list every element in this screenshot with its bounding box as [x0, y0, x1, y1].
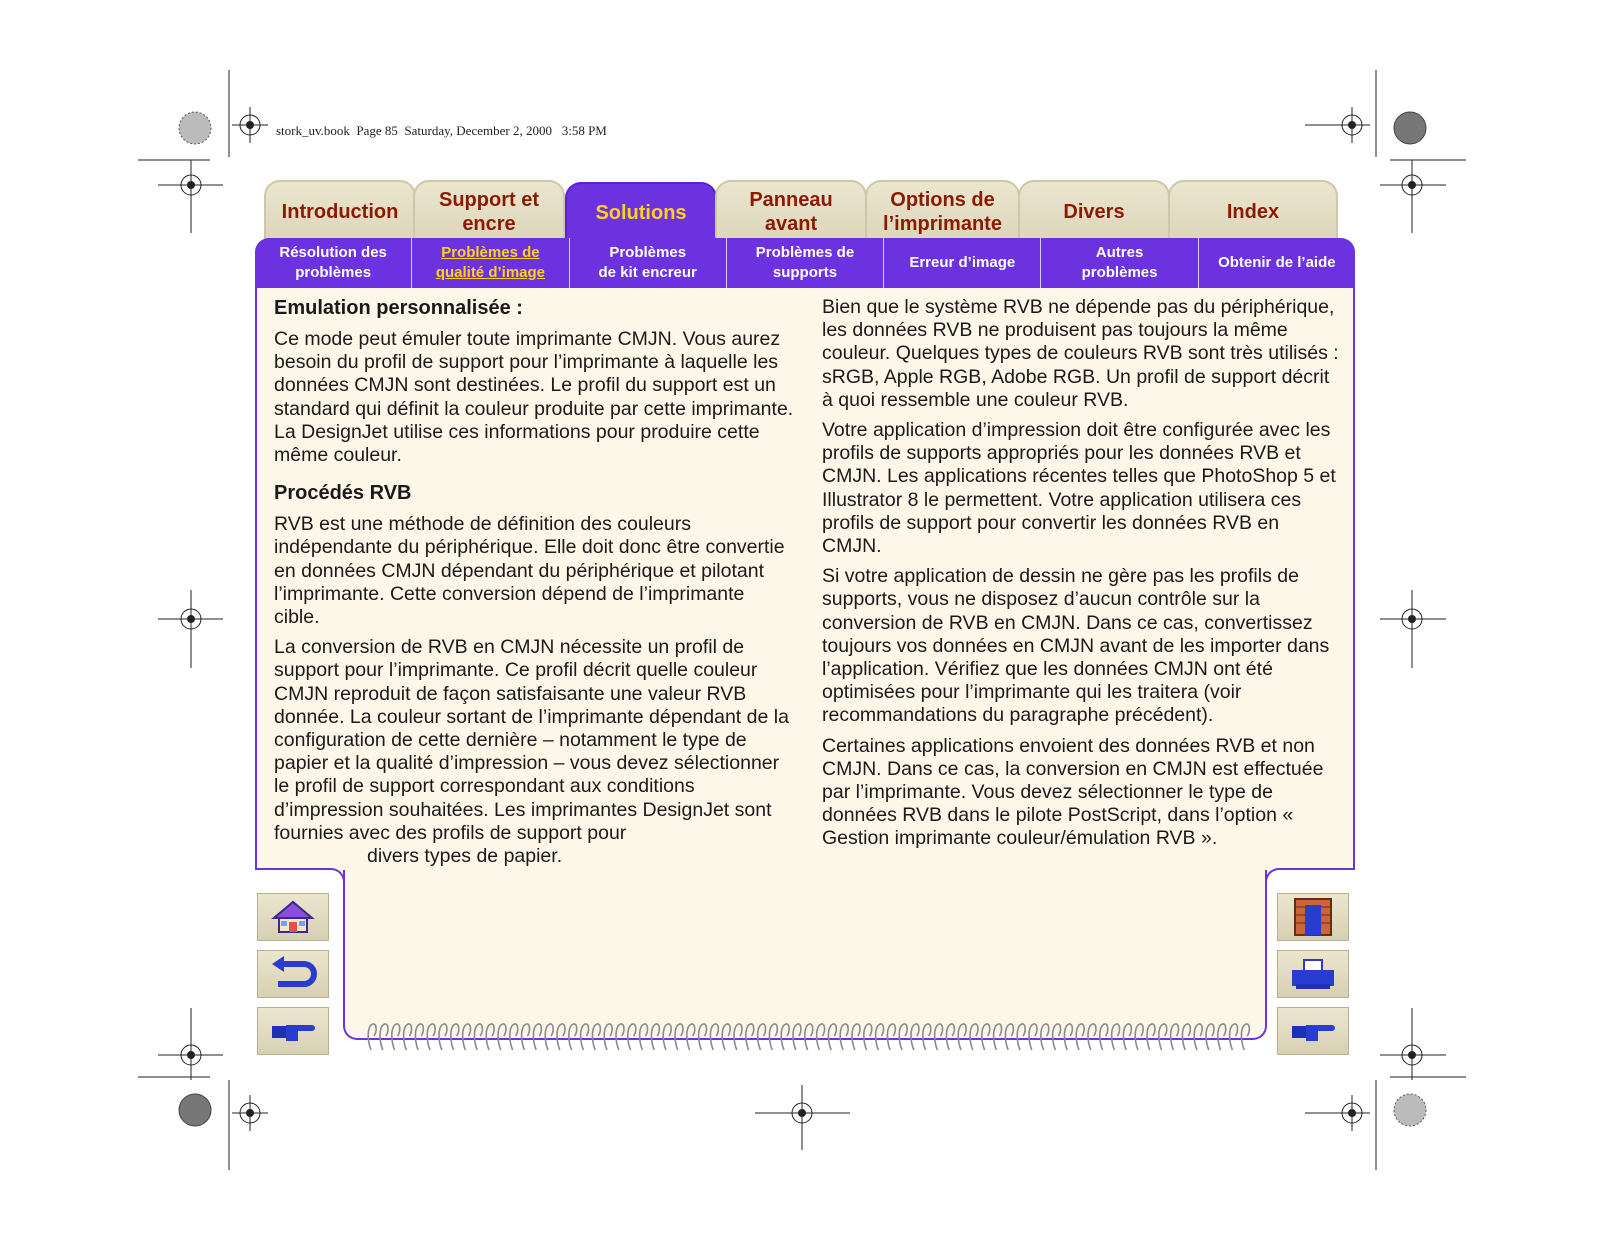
subnav-obtenir-aide[interactable]: Obtenir de l’aide	[1198, 238, 1355, 288]
spiral-loop	[1017, 1024, 1025, 1050]
spiral-loop	[852, 1024, 860, 1050]
subnav-erreur-image[interactable]: Erreur d’image	[883, 238, 1040, 288]
subnav-autres-problemes[interactable]: Autres problèmes	[1040, 238, 1197, 288]
spiral-loop	[663, 1024, 671, 1050]
spiral-loop	[1241, 1024, 1249, 1050]
pointing-hand-icon	[1288, 1013, 1338, 1049]
spiral-loop	[640, 1024, 648, 1050]
printer-icon	[1288, 956, 1338, 992]
print-button[interactable]	[1277, 950, 1349, 998]
spiral-loop	[533, 1024, 541, 1050]
spiral-loop	[840, 1024, 848, 1050]
paragraph: Ce mode peut émuler toute imprimante CMJN. Vous aurez besoin du profil de support pour l’imprimante à laquelle les données CMJN sont destinées. Le profil du support est un standard qui définit la couleur produite par cette imprimante. La DesignJet utilise ces informations pour produire cette même couleur.	[274, 328, 794, 467]
spiral-loop	[781, 1024, 789, 1050]
spiral-loop	[1053, 1024, 1061, 1050]
spiral-loop	[439, 1024, 447, 1050]
spiral-loop	[451, 1024, 459, 1050]
spiral-loop	[415, 1024, 423, 1050]
spiral-loop	[1123, 1024, 1131, 1050]
spiral-loop	[864, 1024, 872, 1050]
spiral-loop	[1088, 1024, 1096, 1050]
spiral-loop	[817, 1024, 825, 1050]
subnav-problemes-supports[interactable]: Problèmes de supports	[726, 238, 883, 288]
spiral-loop	[628, 1024, 636, 1050]
tab-divers[interactable]	[1018, 180, 1170, 242]
subnav-resolution-problemes[interactable]: Résolution des problèmes	[279, 244, 387, 281]
spiral-loop	[427, 1024, 435, 1050]
tab-label: Index	[1226, 201, 1280, 223]
spiral-loop	[368, 1024, 376, 1050]
spiral-loop	[392, 1024, 400, 1050]
tab-label: Support et encre	[439, 189, 539, 235]
next-page-button[interactable]	[257, 1007, 329, 1055]
spiral-loop	[1041, 1024, 1049, 1050]
heading-emulation: Emulation personnalisée :	[274, 297, 523, 319]
tab-label: Options de l’imprimante	[883, 189, 1002, 235]
spiral-loop	[946, 1024, 954, 1050]
spiral-loop	[758, 1024, 766, 1050]
spiral-loop	[982, 1024, 990, 1050]
spiral-loop	[592, 1024, 600, 1050]
door-icon	[1291, 897, 1335, 937]
spiral-loop	[675, 1024, 683, 1050]
subnav	[255, 238, 1355, 288]
paragraph: Certaines applications envoient des données RVB et non CMJN. Dans ce cas, la conversion en CMJN est effectuée par l’imprimante. Vous devez sélectionner le type de données RVB dans le pilote PostScript, dans l’option « Gestion imprimante couleur/émulation RVB ».	[822, 734, 1324, 850]
spiral-loop	[734, 1024, 742, 1050]
spiral-loop	[486, 1024, 494, 1050]
spiral-loop	[923, 1024, 931, 1050]
spiral-loop	[935, 1024, 943, 1050]
paragraph: Si votre application de dessin ne gère pas les profils de supports, vous ne disposez d’aucun contrôle sur la conversion de RVB en CMJN. Dans ce cas, convertissez toujours vos données en CMJN avant de les importer dans l’application. Vérifiez que les données CMJN ont été optimisées pour l’imprimante qui les traitera (voir recommandations du paragraphe précédent).	[822, 565, 1330, 727]
spiral-binding	[365, 1020, 1265, 1056]
spiral-loop	[1135, 1024, 1143, 1050]
subnav-kit-encreur[interactable]: Problèmes de kit encreur	[569, 238, 726, 288]
spiral-loop	[1064, 1024, 1072, 1050]
tab-support-et-encre[interactable]	[413, 180, 565, 242]
heading-procedes-rvb: Procédés RVB	[274, 482, 412, 505]
spiral-loop	[1182, 1024, 1190, 1050]
spiral-loop	[1100, 1024, 1108, 1050]
spiral-loop	[722, 1024, 730, 1050]
spiral-loop	[1206, 1024, 1214, 1050]
exit-button[interactable]	[1277, 893, 1349, 941]
paragraph: Votre application d’impression doit être configurée avec les profils de supports appropriés pour les données RVB et CMJN. Les applications récentes telles que PhotoShop 5 et Illustrator 8 le permettent. Votre application utilisera ces profils de support pour convertir les données RVB en CMJN.	[822, 419, 1336, 558]
spiral-loop	[1194, 1024, 1202, 1050]
print-header: stork_uv.book Page 85 Saturday, December 2, 2000 3:58 PM	[276, 123, 607, 138]
paragraph: Bien que le système RVB ne dépende pas du périphérique, les données RVB ne produisent pas toujours la même couleur. Quelques types de couleurs RVB sont très utilisés : sRGB, Apple RGB, Adobe RGB. Un profil de support décrit à quoi ressemble une couleur RVB.	[822, 296, 1339, 411]
spiral-loop	[887, 1024, 895, 1050]
spiral-loop	[474, 1024, 482, 1050]
spiral-loop	[970, 1024, 978, 1050]
spiral-loop	[1076, 1024, 1084, 1050]
next-page-button-right[interactable]	[1277, 1007, 1349, 1055]
tab-solutions[interactable]	[565, 182, 717, 242]
tab-label: Introduction	[281, 201, 399, 223]
home-button[interactable]	[257, 893, 329, 941]
tab-label: Divers	[1063, 201, 1125, 223]
spiral-loop	[545, 1024, 553, 1050]
right-column	[822, 296, 1342, 858]
spiral-loop	[1159, 1024, 1167, 1050]
content-panel-lower	[343, 870, 1267, 1040]
left-column	[274, 296, 794, 875]
tab-label: Panneau avant	[749, 189, 833, 235]
spiral-loop	[746, 1024, 754, 1050]
back-arrow-icon	[268, 956, 318, 992]
subnav-qualite-image[interactable]: Problèmes de qualité d’image	[411, 238, 568, 288]
spiral-loop	[463, 1024, 471, 1050]
spiral-loop	[710, 1024, 718, 1050]
spiral-loop	[1147, 1024, 1155, 1050]
spiral-loop	[793, 1024, 801, 1050]
spiral-loop	[1112, 1024, 1120, 1050]
spiral-loop	[994, 1024, 1002, 1050]
tab-options-imprimante[interactable]	[865, 180, 1020, 242]
home-icon	[271, 899, 315, 935]
paragraph: RVB est une méthode de définition des couleurs indépendante du périphérique. Elle doit donc être convertie en données CMJN dépendant du périphérique et pilotant l’imprimante. Cette conversion dépend de l’imprimante cible.	[274, 513, 785, 629]
spiral-loop	[958, 1024, 966, 1050]
panel-corner	[1265, 868, 1355, 884]
spiral-loop	[828, 1024, 836, 1050]
back-button[interactable]	[257, 950, 329, 998]
spiral-loop	[1171, 1024, 1179, 1050]
spiral-loop	[522, 1024, 530, 1050]
spiral-loop	[404, 1024, 412, 1050]
spiral-loop	[805, 1024, 813, 1050]
paragraph-end: divers types de papier.	[367, 845, 563, 868]
tab-index[interactable]	[1168, 180, 1338, 242]
spiral-loop	[604, 1024, 612, 1050]
spiral-loop	[498, 1024, 506, 1050]
spiral-loop	[380, 1024, 388, 1050]
spiral-loop	[876, 1024, 884, 1050]
spiral-loop	[510, 1024, 518, 1050]
spiral-loop	[687, 1024, 695, 1050]
spiral-loop	[899, 1024, 907, 1050]
tab-panneau-avant[interactable]	[715, 180, 867, 242]
tab-introduction[interactable]	[264, 180, 416, 242]
spiral-loop	[569, 1024, 577, 1050]
spiral-loop	[581, 1024, 589, 1050]
spiral-loop	[1218, 1024, 1226, 1050]
spiral-loop	[1230, 1024, 1238, 1050]
tab-label: Solutions	[595, 202, 687, 224]
spiral-loop	[699, 1024, 707, 1050]
spiral-loop	[651, 1024, 659, 1050]
spiral-loop	[911, 1024, 919, 1050]
spiral-loop	[616, 1024, 624, 1050]
pointing-hand-icon	[268, 1013, 318, 1049]
spiral-loop	[769, 1024, 777, 1050]
spiral-loop	[1029, 1024, 1037, 1050]
spiral-loop	[557, 1024, 565, 1050]
spiral-loop	[1005, 1024, 1013, 1050]
paragraph: La conversion de RVB en CMJN nécessite un profil de support pour l’imprimante. Ce profil décrit quelle couleur CMJN reproduit de façon satisfaisante une valeur RVB donnée. La couleur sortant de l’imprimante dépendant de la configuration de cette dernière – notamment le type de papier et la qualité d’impression – vous devez sélectionner le profil de support correspondant aux conditions d’impression souhaitées. Les imprimantes DesignJet sont fournies avec des profils de support pour	[274, 636, 789, 844]
